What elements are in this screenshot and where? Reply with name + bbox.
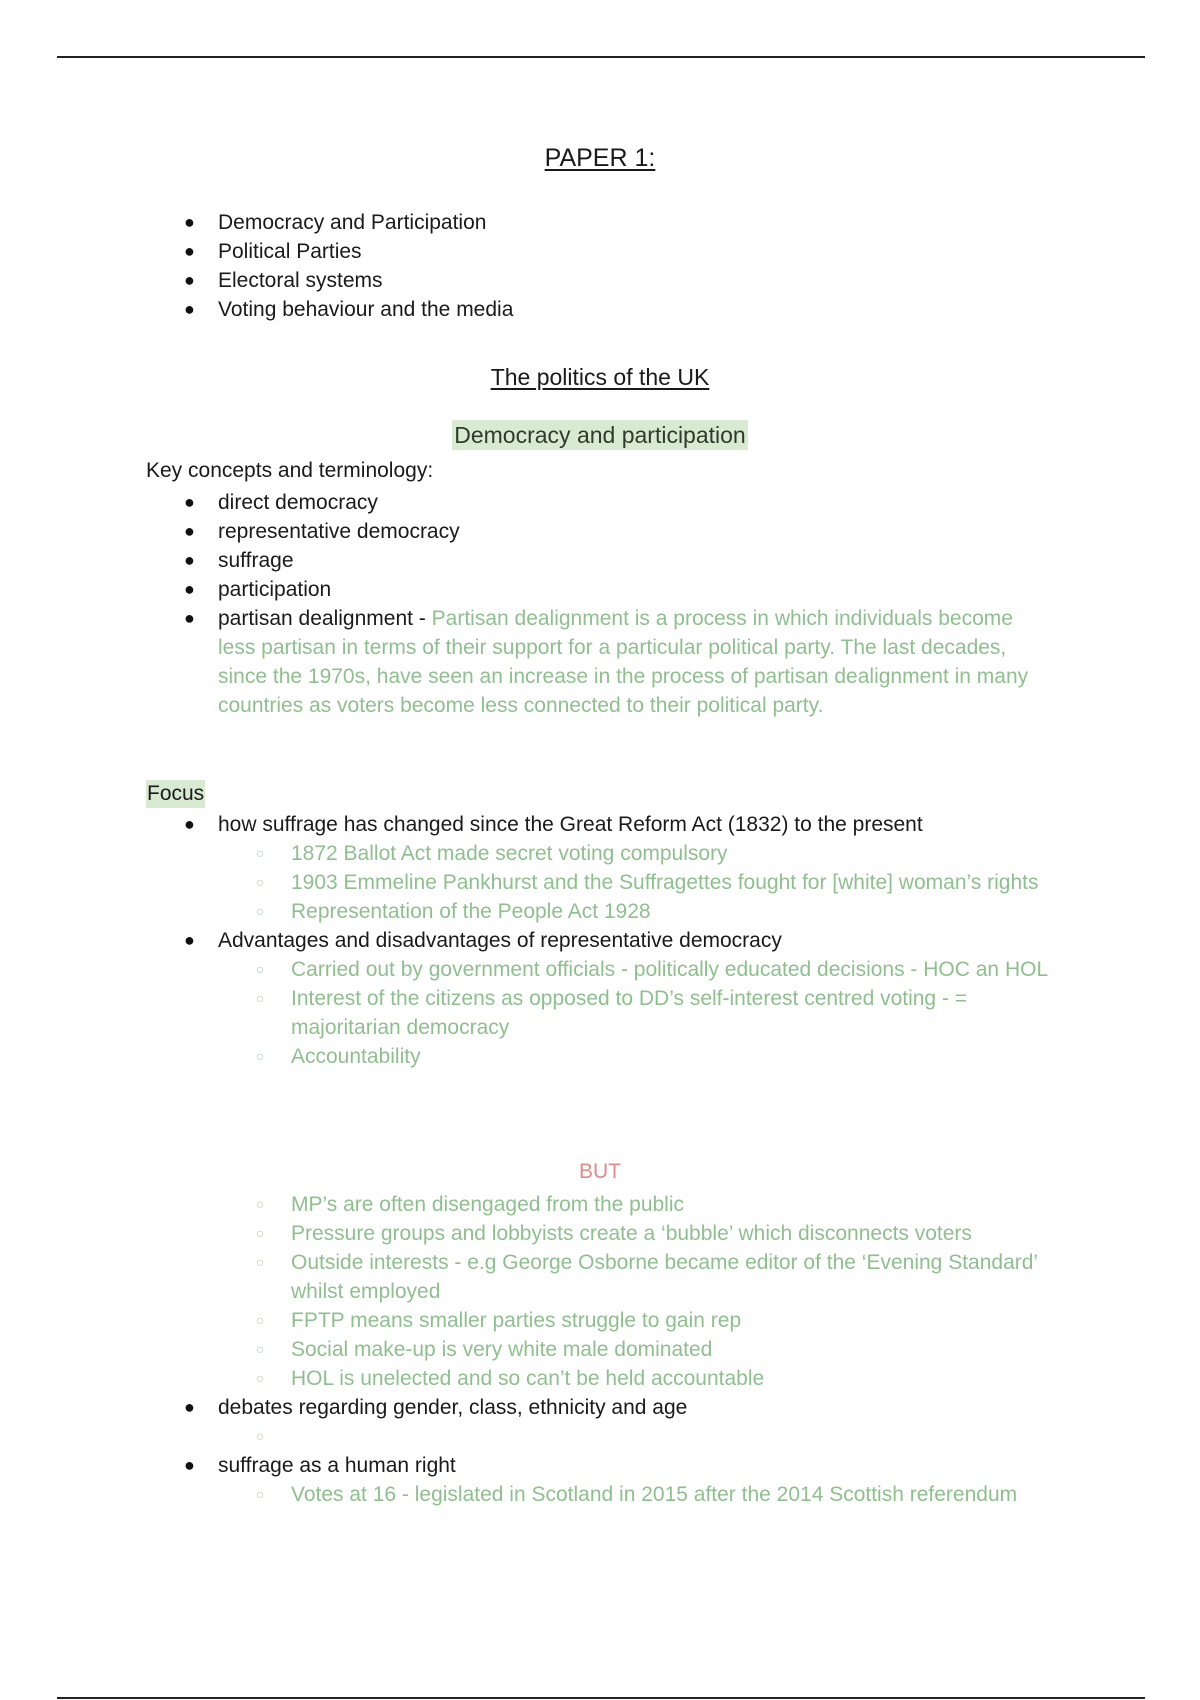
list-item: ● Political Parties [0,237,1048,266]
list-item: ● how suffrage has changed since the Great Reform Act (1832) to the present [0,810,1048,839]
circle-bullet-icon: ○ [256,1048,265,1064]
list-item: ● Democracy and Participation [0,208,1048,237]
key-concepts-list [0,488,1200,720]
sub-list-item: ○ Votes at 16 - legislated in Scotland in 2015 after the 2014 Scottish referendum [0,1480,1051,1509]
sub-list-item: ○ Pressure groups and lobbyists create a ‘bubble’ which disconnects voters [0,1219,1051,1248]
focus-list-1 [0,810,1200,1071]
dealignment-definition: Partisan dealignment is a process in which individuals become less partisan in terms of their support for a particular political party. The last decades, since the 1970s, have seen an increase in the process of partisan dealignment in many countries as voters become less connected to their political party. [218,607,1029,717]
bullet-icon: ● [184,550,195,570]
section-heading: Democracy and participation [454,422,746,448]
list-item [0,604,1048,720]
list-item: ● suffrage as a human right [0,1451,1048,1480]
but-label: BUT [579,1160,621,1183]
circle-bullet-icon: ○ [256,903,265,919]
section-subtitle: The politics of the UK [490,364,710,390]
topics-list [0,208,1200,324]
bullet-icon: ● [184,608,195,628]
section-heading-wrap [0,420,1200,450]
page-title: PAPER 1: [544,144,656,172]
bullet-icon: ● [184,270,195,290]
circle-bullet-icon: ○ [256,1370,265,1386]
sub-list-item: ○ MP’s are often disengaged from the public [0,1190,1051,1219]
circle-bullet-icon: ○ [256,1225,265,1241]
circle-bullet-icon: ○ [256,1486,265,1502]
bullet-icon: ● [184,579,195,599]
sub-list-item-empty [0,1422,1051,1451]
list-item: ● Electoral systems [0,266,1048,295]
list-item: ● direct democracy [0,488,1048,517]
circle-bullet-icon: ○ [256,874,265,890]
sub-list-item: ○ Interest of the citizens as opposed to DD’s self-interest centred voting - = majoritarian democracy [0,984,1051,1042]
bullet-icon: ● [184,930,195,950]
focus-list-2 [0,1190,1200,1509]
top-rule [57,56,1145,58]
bullet-icon: ● [184,212,195,232]
sub-list-item: ○ 1872 Ballot Act made secret voting compulsory [0,839,1051,868]
bullet-icon: ● [184,1397,195,1417]
list-item: ● participation [0,575,1048,604]
circle-bullet-icon: ○ [256,990,265,1006]
sub-list-item: ○ Representation of the People Act 1928 [0,897,1051,926]
circle-bullet-icon: ○ [256,1196,265,1212]
sub-list-item: ○ Social make-up is very white male dominated [0,1335,1051,1364]
bullet-icon: ● [184,241,195,261]
bullet-icon: ● [184,492,195,512]
circle-bullet-icon: ○ [256,1341,265,1357]
bullet-icon: ● [184,299,195,319]
sub-list-item: ○ 1903 Emmeline Pankhurst and the Suffragettes fought for [white] woman’s rights [0,868,1051,897]
circle-bullet-icon: ○ [256,845,265,861]
list-item: ● Voting behaviour and the media [0,295,1048,324]
sub-list-item: ○ Accountability [0,1042,1051,1071]
circle-bullet-icon: ○ [256,961,265,977]
list-item: ● Advantages and disadvantages of representative democracy [0,926,1048,955]
circle-bullet-icon: ○ [256,1312,265,1328]
list-item: ● representative democracy [0,517,1048,546]
list-item: ● debates regarding gender, class, ethnicity and age [0,1393,1048,1422]
circle-bullet-icon: ○ [256,1428,265,1444]
sub-list-item: ○ HOL is unelected and so can’t be held accountable [0,1364,1051,1393]
bullet-icon: ● [184,814,195,834]
circle-bullet-icon: ○ [256,1254,265,1270]
list-item: ● suffrage [0,546,1048,575]
key-concepts-label: Key concepts and terminology: [146,459,434,482]
focus-label: Focus [146,780,205,808]
sub-list-item: ○ FPTP means smaller parties struggle to gain rep [0,1306,1051,1335]
bottom-rule [57,1697,1145,1699]
bullet-icon: ● [184,1455,195,1475]
bullet-icon: ● [184,521,195,541]
sub-list-item: ○ Carried out by government officials - politically educated decisions - HOC an HOL [0,955,1051,984]
sub-list-item: ○ Outside interests - e.g George Osborne became editor of the ‘Evening Standard’ whilst employed [0,1248,1051,1306]
dealignment-term: partisan dealignment - [218,607,426,630]
